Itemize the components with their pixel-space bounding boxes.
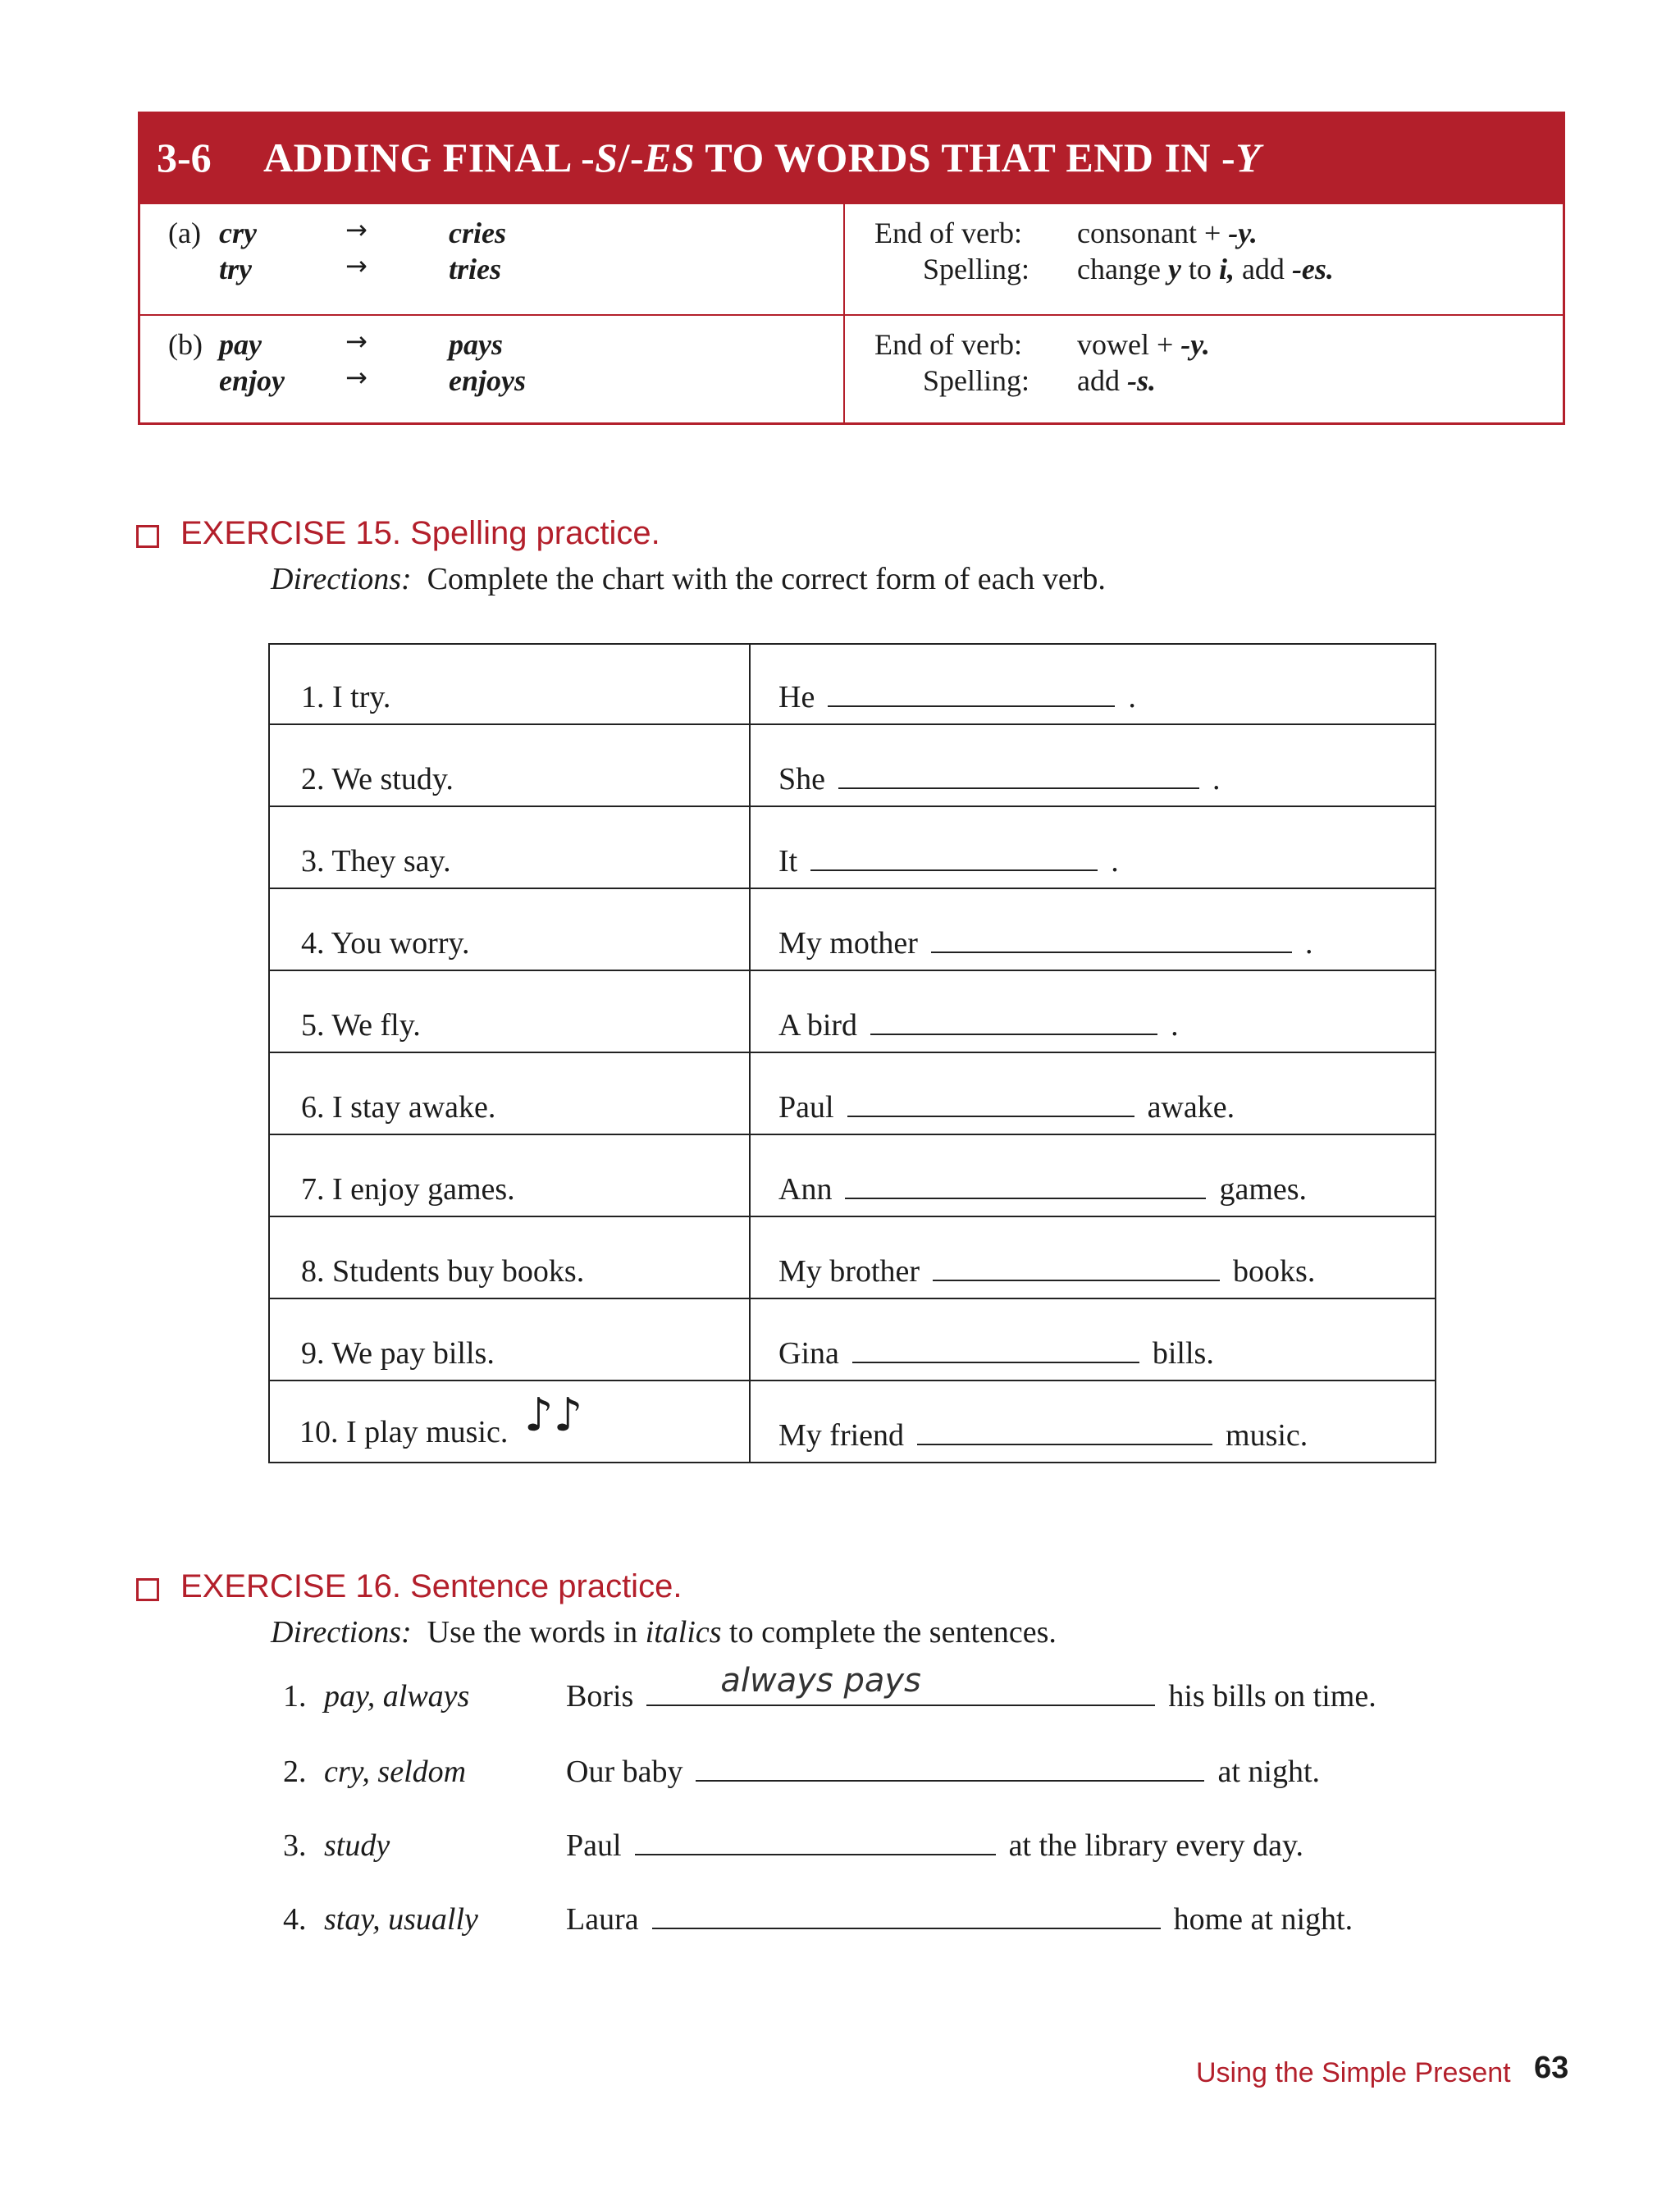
answer-blank[interactable] xyxy=(810,845,1098,871)
sentence: Boris always pays his bills on time. xyxy=(566,1662,1376,1714)
prompt-sentence: 10. I play music. ♪♪ xyxy=(299,1389,583,1449)
prompt-sentence: 1. I try. xyxy=(301,680,391,714)
exercise-checkbox[interactable] xyxy=(136,525,159,548)
answer-sentence: My friend music. xyxy=(778,1418,1308,1453)
answer-blank[interactable] xyxy=(845,1173,1206,1199)
grammar-chart xyxy=(138,112,1565,425)
list-item xyxy=(0,1662,1680,1727)
answer-sentence: It . xyxy=(778,844,1119,879)
list-item xyxy=(0,1828,1680,1877)
running-footer-section: Using the Simple Present xyxy=(1196,2057,1511,2088)
sentence: Our baby at night. xyxy=(566,1755,1321,1789)
chart-number: 3-6 xyxy=(157,135,212,180)
answer-blank[interactable] xyxy=(635,1829,996,1855)
answer-sentence: Ann games. xyxy=(778,1172,1308,1207)
answer-sentence: He . xyxy=(778,680,1136,714)
rule-key: End of verb: xyxy=(874,328,1022,361)
answer-blank[interactable] xyxy=(870,1009,1157,1035)
rule-value: change y to i, add -es. xyxy=(1077,253,1334,285)
answer-blank[interactable] xyxy=(852,1337,1139,1363)
item-number: 3. xyxy=(283,1828,307,1863)
answer-sentence: Paul awake. xyxy=(778,1090,1235,1125)
table-row xyxy=(270,973,1435,1055)
table-row xyxy=(270,891,1435,973)
arrow-icon: → xyxy=(345,362,368,393)
answer-blank[interactable] xyxy=(696,1755,1204,1782)
rule-value: add -s. xyxy=(1077,364,1156,397)
exercise-15-title: EXERCISE 15. Spelling practice. xyxy=(180,515,660,551)
exercise-checkbox[interactable] xyxy=(136,1578,159,1601)
exercise-16-directions: Directions: Use the words in italics to complete the sentences. xyxy=(271,1615,1057,1650)
item-number: 2. xyxy=(283,1755,307,1789)
table-row xyxy=(270,727,1435,809)
rule-value: consonant + -y. xyxy=(1077,217,1258,249)
rule-key: End of verb: xyxy=(874,217,1022,249)
prompt-sentence: 6. I stay awake. xyxy=(301,1090,496,1125)
answer-sentence: My mother . xyxy=(778,926,1313,961)
base-verb: pay xyxy=(219,328,262,361)
cue-words: pay, always xyxy=(324,1679,470,1714)
prompt-sentence: 7. I enjoy games. xyxy=(301,1172,515,1207)
table-row xyxy=(270,1383,1435,1465)
music-notes-icon: ♪♪ xyxy=(523,1389,583,1442)
rule-value: vowel + -y. xyxy=(1077,328,1210,361)
prompt-sentence: 8. Students buy books. xyxy=(301,1254,585,1289)
table-row xyxy=(270,1055,1435,1137)
prompt-sentence: 3. They say. xyxy=(301,844,451,879)
verb-form: pays xyxy=(449,328,503,361)
prompt-sentence: 9. We pay bills. xyxy=(301,1336,495,1371)
row-label: (b) xyxy=(168,328,203,361)
table-row xyxy=(270,809,1435,891)
chart-title: ADDING FINAL -S/-ES TO WORDS THAT END IN -Y xyxy=(263,135,1262,180)
base-verb: cry xyxy=(219,217,257,249)
answer-blank[interactable] xyxy=(917,1419,1212,1445)
answer-sentence: She . xyxy=(778,762,1221,796)
sentence: Laura home at night. xyxy=(566,1902,1354,1937)
exercise-16-title: EXERCISE 16. Sentence practice. xyxy=(180,1568,682,1604)
exercise-15-directions: Directions: Complete the chart with the correct form of each verb. xyxy=(271,562,1106,596)
prompt-sentence: 4. You worry. xyxy=(301,926,470,961)
item-number: 4. xyxy=(283,1902,307,1937)
answer-sentence: A bird . xyxy=(778,1008,1179,1043)
answer-blank[interactable] xyxy=(931,927,1292,953)
answer-blank[interactable] xyxy=(838,763,1199,789)
answer-blank[interactable] xyxy=(933,1255,1220,1281)
table-row xyxy=(270,1219,1435,1301)
answer-blank[interactable] xyxy=(828,681,1115,707)
prompt-sentence: 5. We fly. xyxy=(301,1008,421,1043)
rule-key: Spelling: xyxy=(923,253,1030,285)
table-row xyxy=(270,1137,1435,1219)
cue-words: study xyxy=(324,1828,390,1863)
answer-blank[interactable] xyxy=(847,1091,1134,1117)
arrow-icon: → xyxy=(345,326,368,357)
answer-sentence: My brother books. xyxy=(778,1254,1316,1289)
item-number: 1. xyxy=(283,1679,307,1714)
cue-words: stay, usually xyxy=(324,1902,478,1937)
list-item xyxy=(0,1901,1680,1951)
verb-form: enjoys xyxy=(449,364,526,397)
table-row xyxy=(270,1301,1435,1383)
base-verb: try xyxy=(219,253,252,285)
sentence: Paul at the library every day. xyxy=(566,1828,1303,1863)
verb-form: cries xyxy=(449,217,506,249)
list-item xyxy=(0,1754,1680,1803)
rule-key: Spelling: xyxy=(923,364,1030,397)
row-label: (a) xyxy=(168,217,201,249)
answer-sentence: Gina bills. xyxy=(778,1336,1214,1371)
chart-header xyxy=(140,114,1563,204)
arrow-icon: → xyxy=(345,214,368,245)
handwritten-answer: always pays xyxy=(720,1662,921,1700)
arrow-icon: → xyxy=(345,250,368,281)
exercise-15-table xyxy=(268,643,1436,1463)
cue-words: cry, seldom xyxy=(324,1755,467,1789)
page-number: 63 xyxy=(1534,2051,1569,2085)
table-row xyxy=(270,645,1435,727)
answer-blank[interactable] xyxy=(652,1903,1161,1929)
prompt-sentence: 2. We study. xyxy=(301,762,454,796)
base-verb: enjoy xyxy=(219,364,285,397)
verb-form: tries xyxy=(449,253,502,285)
